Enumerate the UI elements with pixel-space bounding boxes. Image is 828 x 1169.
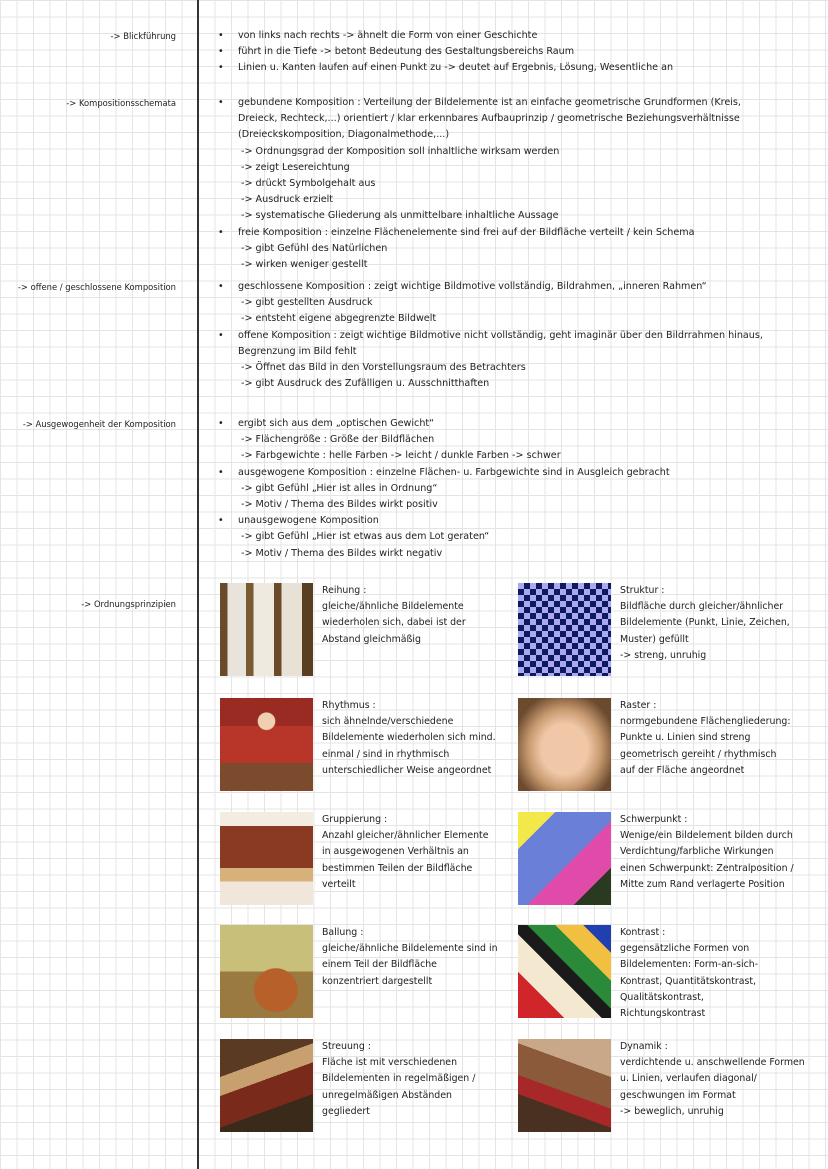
card-text (620, 698, 815, 779)
card-line: Wenige/ein Bildelement bilden durch (620, 830, 793, 842)
card-text (620, 1039, 815, 1120)
continuation-line: (Dreieckskomposition, Diagonalmethode,...) (238, 129, 450, 141)
margin-divider-line (197, 0, 199, 1169)
card-line: Bildelementen in regelmäßigen / (322, 1073, 476, 1085)
notes-section (214, 28, 814, 77)
card-line: gegliedert (322, 1105, 370, 1117)
card-line: Verdichtung/farbliche Wirkungen (620, 846, 774, 858)
arrow-point: -> gibt Gefühl des Natürlichen (241, 242, 388, 254)
notes-section (214, 95, 814, 273)
card-line: bestimmen Teilen der Bildfläche (322, 862, 473, 874)
card-line: verteilt (322, 878, 356, 890)
card-line: einen Schwerpunkt: Zentralposition / (620, 862, 794, 874)
arrow-point: -> Motiv / Thema des Bildes wirkt negativ (241, 547, 443, 559)
card-line: einem Teil der Bildfläche (322, 959, 437, 971)
arrow-point: -> entsteht eigene abgegrenzte Bildwelt (241, 313, 437, 325)
card-line: gleiche/ähnliche Bildelemente (322, 601, 464, 613)
artwork-image-madonna (220, 698, 313, 791)
card-text (620, 925, 815, 1022)
card-line: verdichtende u. anschwellende Formen (620, 1057, 805, 1069)
card-line: sich ähnelnde/verschiedene (322, 716, 454, 728)
card-line: in ausgewogenen Verhältnis an (322, 846, 469, 858)
continuation-line: Dreieck, Rechteck,...) orientiert / klar erkennbares Aufbauprinzip / geometrische Beziehungsverhältnisse (238, 113, 740, 125)
artwork-image-crowd (220, 1039, 313, 1132)
arrow-point: -> Flächengröße : Größe der Bildflächen (241, 434, 435, 446)
bullet-point: • Linien u. Kanten laufen auf einen Punkt zu -> deutet auf Ergebnis, Lösung, Wesentliche an (214, 60, 814, 76)
card-line: Fläche ist mit verschiedenen (322, 1057, 458, 1069)
artwork-image-saints (220, 583, 313, 676)
arrow-point: -> systematische Gliederung als unmittelbare inhaltliche Aussage (241, 210, 559, 222)
card-line: Kontrast, Quantitätskontrast, (620, 975, 757, 987)
arrow-point: -> zeigt Lesereichtung (241, 161, 350, 173)
card-line: einmal / sind in rhythmisch (322, 748, 450, 760)
bullet-point: • führt in die Tiefe -> betont Bedeutung des Gestaltungsbereichs Raum (214, 44, 814, 60)
card-line: geometrisch gereiht / rhythmisch (620, 748, 777, 760)
artwork-image-abstract (518, 925, 611, 1018)
card-line: normgebundene Flächengliederung: (620, 716, 791, 728)
topic-label: -> Ordnungsprinzipien (81, 599, 176, 609)
card-text (322, 1039, 517, 1120)
arrow-point: -> gibt Gefühl „Hier ist etwas aus dem Lot geraten“ (241, 531, 490, 543)
card-text (322, 812, 517, 893)
bullet-point: • unausgewogene Komposition (214, 513, 814, 529)
continuation-line: Begrenzung im Bild fehlt (238, 345, 357, 357)
arrow-point: -> Farbgewichte : helle Farben -> leicht / dunkle Farben -> schwer (241, 450, 561, 462)
arrow-point: -> gibt Gefühl „Hier ist alles in Ordnung“ (241, 482, 438, 494)
bullet-point: • geschlossene Komposition : zeigt wichtige Bildmotive vollständig, Bildrahmen, „inneren Rahmen“ (214, 279, 814, 295)
card-line: u. Linien, verlaufen diagonal/ (620, 1073, 757, 1085)
card-line: gleiche/ähnliche Bildelemente sind in (322, 943, 498, 955)
card-line: Bildelementen: Form-an-sich- (620, 959, 759, 971)
bullet-point: • gebundene Komposition : Verteilung der Bildelemente ist an einfache geometrische Grundformen (Kreis, (214, 95, 814, 111)
artwork-image-stilllife (220, 925, 313, 1018)
card-line: wiederholen sich, dabei ist der (322, 617, 466, 629)
card-line: auf der Fläche angeordnet (620, 764, 745, 776)
topic-label: -> Blickführung (110, 31, 176, 41)
card-line: -> streng, unruhig (620, 649, 707, 661)
card-title: Ballung : (322, 927, 364, 938)
card-title: Struktur : (620, 585, 665, 596)
arrow-point: -> wirken weniger gestellt (241, 258, 368, 270)
card-line: unregelmäßigen Abständen (322, 1089, 452, 1101)
card-title: Gruppierung : (322, 814, 388, 825)
card-text (620, 812, 815, 893)
card-line: Muster) gefüllt (620, 633, 689, 645)
card-line: Anzahl gleicher/ähnlicher Elemente (322, 830, 489, 842)
arrow-point: -> Motiv / Thema des Bildes wirkt positiv (241, 498, 438, 510)
artwork-image-face (518, 698, 611, 791)
card-line: Bildelemente (Punkt, Linie, Zeichen, (620, 617, 790, 629)
card-line: Bildelemente wiederholen sich mind. (322, 732, 496, 744)
artwork-image-altar (220, 812, 313, 905)
arrow-point: -> Ausdruck erzielt (241, 194, 334, 206)
bullet-point: • freie Komposition : einzelne Flächenelemente sind frei auf der Bildfläche verteilt / kein Schema (214, 225, 814, 241)
arrow-point: -> Öffnet das Bild in den Vorstellungsraum des Betrachters (241, 361, 526, 373)
card-line: Richtungskontrast (620, 1008, 706, 1020)
card-line: gegensätzliche Formen von (620, 943, 750, 955)
card-title: Dynamik : (620, 1041, 668, 1052)
card-line: Abstand gleichmäßig (322, 633, 421, 645)
topic-label: -> offene / geschlossene Komposition (17, 282, 176, 292)
bullet-point: • ergibt sich aus dem „optischen Gewicht“ (214, 416, 814, 432)
topic-label: -> Ausgewogenheit der Komposition (22, 419, 176, 429)
card-line: geschwungen im Format (620, 1089, 736, 1101)
bullet-point: • von links nach rechts -> ähnelt die Form von einer Geschichte (214, 28, 814, 44)
topic-label: -> Kompositionsschemata (66, 98, 176, 108)
arrow-point: -> gibt Ausdruck des Zufälligen u. Ausschnitthaften (241, 378, 490, 390)
card-line: konzentriert dargestellt (322, 975, 433, 987)
artwork-image-checker (518, 583, 611, 676)
notes-section (214, 416, 814, 562)
card-line: Bildfläche durch gleicher/ähnlicher (620, 601, 784, 613)
card-line: Mitte zum Rand verlagerte Position (620, 878, 785, 890)
artwork-image-battle (518, 1039, 611, 1132)
notes-section (214, 279, 814, 392)
card-title: Streuung : (322, 1041, 371, 1052)
card-title: Raster : (620, 700, 657, 711)
card-title: Kontrast : (620, 927, 666, 938)
card-line: Qualitätskontrast, (620, 991, 704, 1003)
card-title: Reihung : (322, 585, 367, 596)
artwork-image-horse (518, 812, 611, 905)
card-line: unterschiedlicher Weise angeordnet (322, 764, 492, 776)
arrow-point: -> Ordnungsgrad der Komposition soll inhaltliche wirksam werden (241, 145, 560, 157)
card-text (620, 583, 815, 664)
card-line: Punkte u. Linien sind streng (620, 732, 751, 744)
card-title: Schwerpunkt : (620, 814, 688, 825)
arrow-point: -> gibt gestellten Ausdruck (241, 297, 373, 309)
bullet-point: • ausgewogene Komposition : einzelne Flächen- u. Farbgewichte sind in Ausgleich gebracht (214, 465, 814, 481)
card-line: -> beweglich, unruhig (620, 1105, 724, 1117)
card-text (322, 583, 517, 648)
card-text (322, 925, 517, 990)
arrow-point: -> drückt Symbolgehalt aus (241, 177, 376, 189)
bullet-point: • offene Komposition : zeigt wichtige Bildmotive nicht vollständig, geht imaginär über den Bildrrahmen hinaus, (214, 328, 814, 344)
card-title: Rhythmus : (322, 700, 376, 711)
card-text (322, 698, 517, 779)
